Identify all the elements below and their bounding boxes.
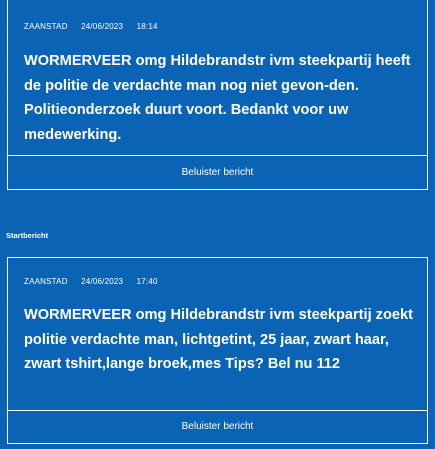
listen-message-button[interactable]: Beluister bericht [181,421,254,432]
message-date: 24/06/2023 [81,277,124,286]
message-text: WORMERVEER omg Hildebrandstr ivm steekpartij heeft de politie de verdachte man nog niet gevon-den. Politieonderzoek duurt voort. Bedankt voor uw medewerking. [24,53,411,143]
message-region: ZAANSTAD [24,277,68,286]
message-meta [24,277,169,286]
message-card [7,0,428,190]
message-body [8,0,427,156]
message-date: 24/06/2023 [81,22,124,31]
section-label-startbericht: Startbericht [6,231,49,240]
message-time: 18:14 [136,22,158,31]
message-text: WORMERVEER omg Hildebrandstr ivm steekpartij zoekt politie verdachte man, lichtgetint, 25 jaar, zwart haar, zwart tshirt,lange broek,mes Tips? Bel nu 112 [24,307,413,372]
message-meta [24,22,169,31]
message-body [8,258,427,411]
message-time: 17:40 [136,277,158,286]
listen-message-button[interactable]: Beluister bericht [181,167,254,178]
message-region: ZAANSTAD [24,22,68,31]
message-card [7,257,428,444]
